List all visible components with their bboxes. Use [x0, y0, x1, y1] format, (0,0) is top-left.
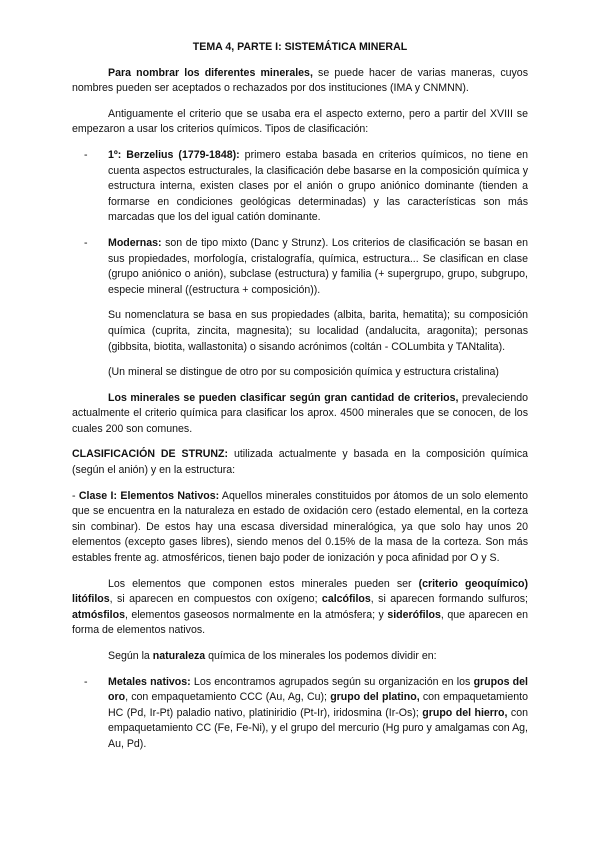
text: primero estaba basada en criterios químicos, no tiene en cuenta aspectos estructurales, la clasificación debe basarse en la composición química y estructura interna, existen clases por el anión o grupo aniónico dominante (tienden a formarse en condiciones geológicas determinadas) y las características son más marcadas que los del igual catión dominante. [108, 148, 528, 224]
bold-lead: Modernas: [108, 236, 162, 249]
bold-term: (criterio geoquímico) litófilos [72, 577, 528, 606]
text: , si aparecen en compuestos con oxígeno; [109, 593, 322, 606]
text: se puede hacer de varias maneras, cuyos nombres pueden ser aceptados o rechazados por dos instituciones (IMA y CNMNN). [72, 66, 528, 95]
bold-term: grupos del oro [108, 675, 528, 704]
document-page [72, 40, 528, 763]
bold-term: siderófilos [387, 608, 441, 621]
bold-term: grupo del hierro, [422, 706, 508, 719]
bullet: - [84, 236, 88, 249]
paragraph-criterios [72, 391, 528, 438]
bold-lead: 1º: Berzelius (1779-1848): [108, 148, 240, 161]
text: utilizada actualmente y basada en la composición química (según el anión) y en la estructura: [72, 448, 529, 477]
text: Los encontramos agrupados según su organización en los [190, 675, 474, 688]
text: prevaleciendo actualmente el criterio química para clasificar los aprox. 4500 minerales que se conocen, de los cuales 200 son comunes. [72, 391, 528, 435]
paragraph-naming [72, 66, 528, 97]
bold-lead: Para nombrar los diferentes minerales, [108, 66, 313, 79]
paragraph-clase-1 [72, 489, 528, 567]
text: química de los minerales los podemos dividir en: [205, 650, 437, 662]
paragraph-nomenclatura: Su nomenclatura se basa en sus propiedades (albita, barita, hematita); su composición química (cuprita, zincita, magnesita); su localidad (andalucita, aragonita); personas (gibbsita, biotita, wallastonita) o sisando acrónimos (coltán - COLumbita y TANtalita). [108, 309, 528, 353]
text: , con empaquetamiento CCC (Au, Ag, Cu); [125, 691, 331, 704]
list-item-modernas [72, 236, 528, 298]
bold-lead: Clase I: Elementos Nativos: [78, 489, 220, 502]
text: Según la [108, 650, 153, 662]
bold-lead: Los minerales se pueden clasificar según gran cantidad de criterios, [108, 391, 459, 404]
bullet: - [84, 148, 88, 161]
paragraph-history: Antiguamente el criterio que se usaba era el aspecto externo, pero a partir del XVIII se empezaron a usar los criterios químicos. Tipos de clasificación: [72, 107, 528, 136]
list-item-berzelius [72, 148, 528, 226]
paragraph-naturaleza [72, 649, 528, 665]
text: con empaquetamiento HC (Pd, Ir-Pt) paladio nativo, platiniridio (Pt-Ir), iridosmina (Ir-Os); [108, 691, 528, 719]
text: , si aparecen formando sulfuros; [370, 593, 528, 606]
bold-term: calcófilos [321, 593, 371, 606]
bold-term: atmósfilos [72, 608, 125, 621]
paragraph-note: (Un mineral se distingue de otro por su composición química y estructura cristalina) [108, 366, 499, 379]
bold-lead: CLASIFICACIÓN DE STRUNZ: [72, 448, 229, 461]
bold-lead: Metales nativos: [108, 675, 191, 688]
paragraph-strunz [72, 447, 528, 478]
text: con empaquetamiento CC (Fe, Fe-Ni), y el grupo del mercurio (Hg puro y amalgamas con Ag, Au, Pd). [108, 706, 529, 750]
text: Aquellos minerales constituidos por átomos de un solo elemento que se encuentra en la naturaleza en estado de oxidación cero (estado elemental, en la corteza sin combinar). De estos hay una escasa diversidad mineralógica, ya que solo hay unos 20 elementos (excepto gases libres), siendo menos del 0.15% de la masa de la corteza. Son más estables frente ag. atmosféricos, tienen bajo poder de ionización y poca afinidad por O y S. [72, 489, 528, 565]
text: , que aparecen en forma de elementos nativos. [72, 608, 528, 637]
text: son de tipo mixto (Danc y Strunz). Los criterios de clasificación se basan en sus propiedades, morfología, cristalografía, química, estructura... Se clasifican en clase (grupo aniónico o anión), subclase (estructura) y familia (+ supergrupo, grupo, subgrupo, especie mineral ((estructura + composición)). [108, 236, 528, 296]
page-title: TEMA 4, PARTE I: SISTEMÁTICA MINERAL [192, 41, 408, 53]
paragraph-geoquimico [72, 577, 528, 639]
bullet: - [84, 675, 88, 688]
text: Los elementos que componen estos minerales pueden ser [108, 577, 419, 590]
list-item-metales-nativos [72, 675, 528, 753]
text: , elementos gaseosos normalmente en la atmósfera; y [124, 608, 388, 621]
dash: - [72, 489, 79, 502]
bold-term: naturaleza [152, 650, 206, 662]
bold-term: grupo del platino, [330, 691, 420, 704]
